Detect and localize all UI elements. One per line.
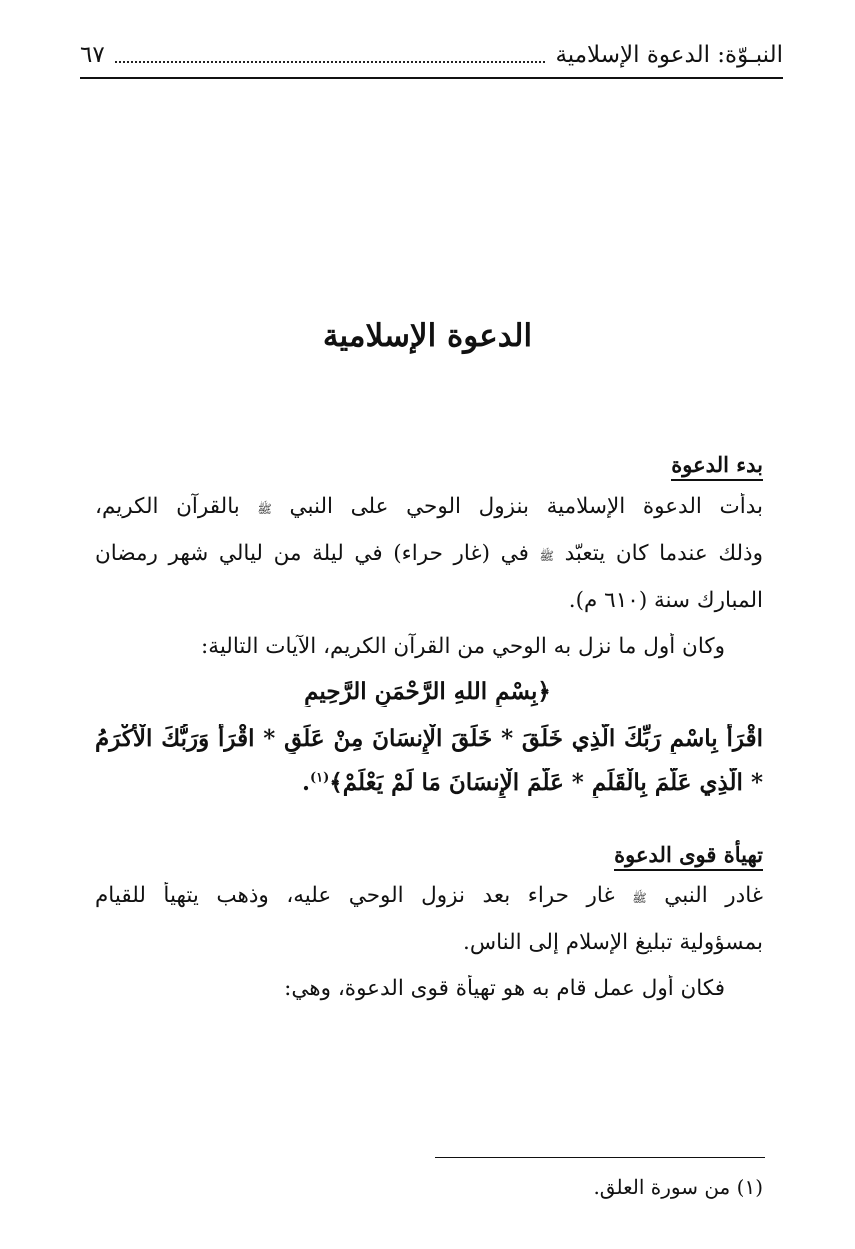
header-rule <box>80 77 783 79</box>
footnote-marker: (١) <box>309 770 330 786</box>
verse-text: * الَّذِي عَلَّمَ بِالْقَلَمِ * عَلَّمَ الْإِنسَانَ مَا لَمْ يَعْلَمْ﴾ <box>329 769 763 796</box>
running-header <box>80 38 783 72</box>
page-number: ٦٧ <box>80 42 105 68</box>
paragraph-line: بمسؤولية تبليغ الإسلام إلى الناس. <box>463 930 763 955</box>
dotted-leader <box>115 47 546 63</box>
footnote: (١) من سورة العلق. <box>593 1175 763 1199</box>
pbuh-icon: ﷺ <box>257 502 272 516</box>
pbuh-icon: ﷺ <box>539 549 554 563</box>
chapter-title: الدعوة الإسلامية <box>322 318 533 354</box>
paragraph-line: المبارك سنة (٦١٠ م). <box>568 588 763 613</box>
text-span: غار حراء بعد نزول الوحي عليه، وذهب يتهيأ للقيام <box>95 883 615 908</box>
basmala: ﴿بِسْمِ اللهِ الرَّحْمَنِ الرَّحِيمِ <box>304 678 551 705</box>
quran-verse-line <box>95 768 763 798</box>
footnote-rule <box>435 1157 765 1158</box>
verse-end: . <box>301 769 310 796</box>
quran-verse-line: اقْرَأْ بِاسْمِ رَبِّكَ الَّذِي خَلَقَ * خَلَقَ الْإِنسَانَ مِنْ عَلَقٍ * اقْرَأْ وَرَبُّكَ الْأَكْرَمُ <box>95 725 763 752</box>
paragraph-line <box>95 540 763 568</box>
running-title: النبـوّة: الدعوة الإسلامية <box>555 42 783 68</box>
text-span: وذلك عندما كان يتعبّد <box>564 541 763 566</box>
paragraph-line: وكان أول ما نزل به الوحي من القرآن الكريم، الآيات التالية: <box>201 634 725 659</box>
text-span: بدأت الدعوة الإسلامية بنزول الوحي على النبي <box>289 494 763 519</box>
paragraph-line <box>95 493 763 521</box>
paragraph-line <box>95 882 763 910</box>
pbuh-icon: ﷺ <box>632 891 647 905</box>
text-span: بالقرآن الكريم، <box>95 494 240 519</box>
section-heading-start-of-dawah: بدء الدعوة <box>671 452 763 481</box>
text-span: غادر النبي <box>664 883 763 908</box>
paragraph-line: فكان أول عمل قام به هو تهيأة قوى الدعوة، وهي: <box>284 976 725 1001</box>
text-span: في (غار حراء) في ليلة من ليالي شهر رمضان <box>95 541 529 566</box>
section-heading-preparing-forces: تهيأة قوى الدعوة <box>614 842 763 871</box>
